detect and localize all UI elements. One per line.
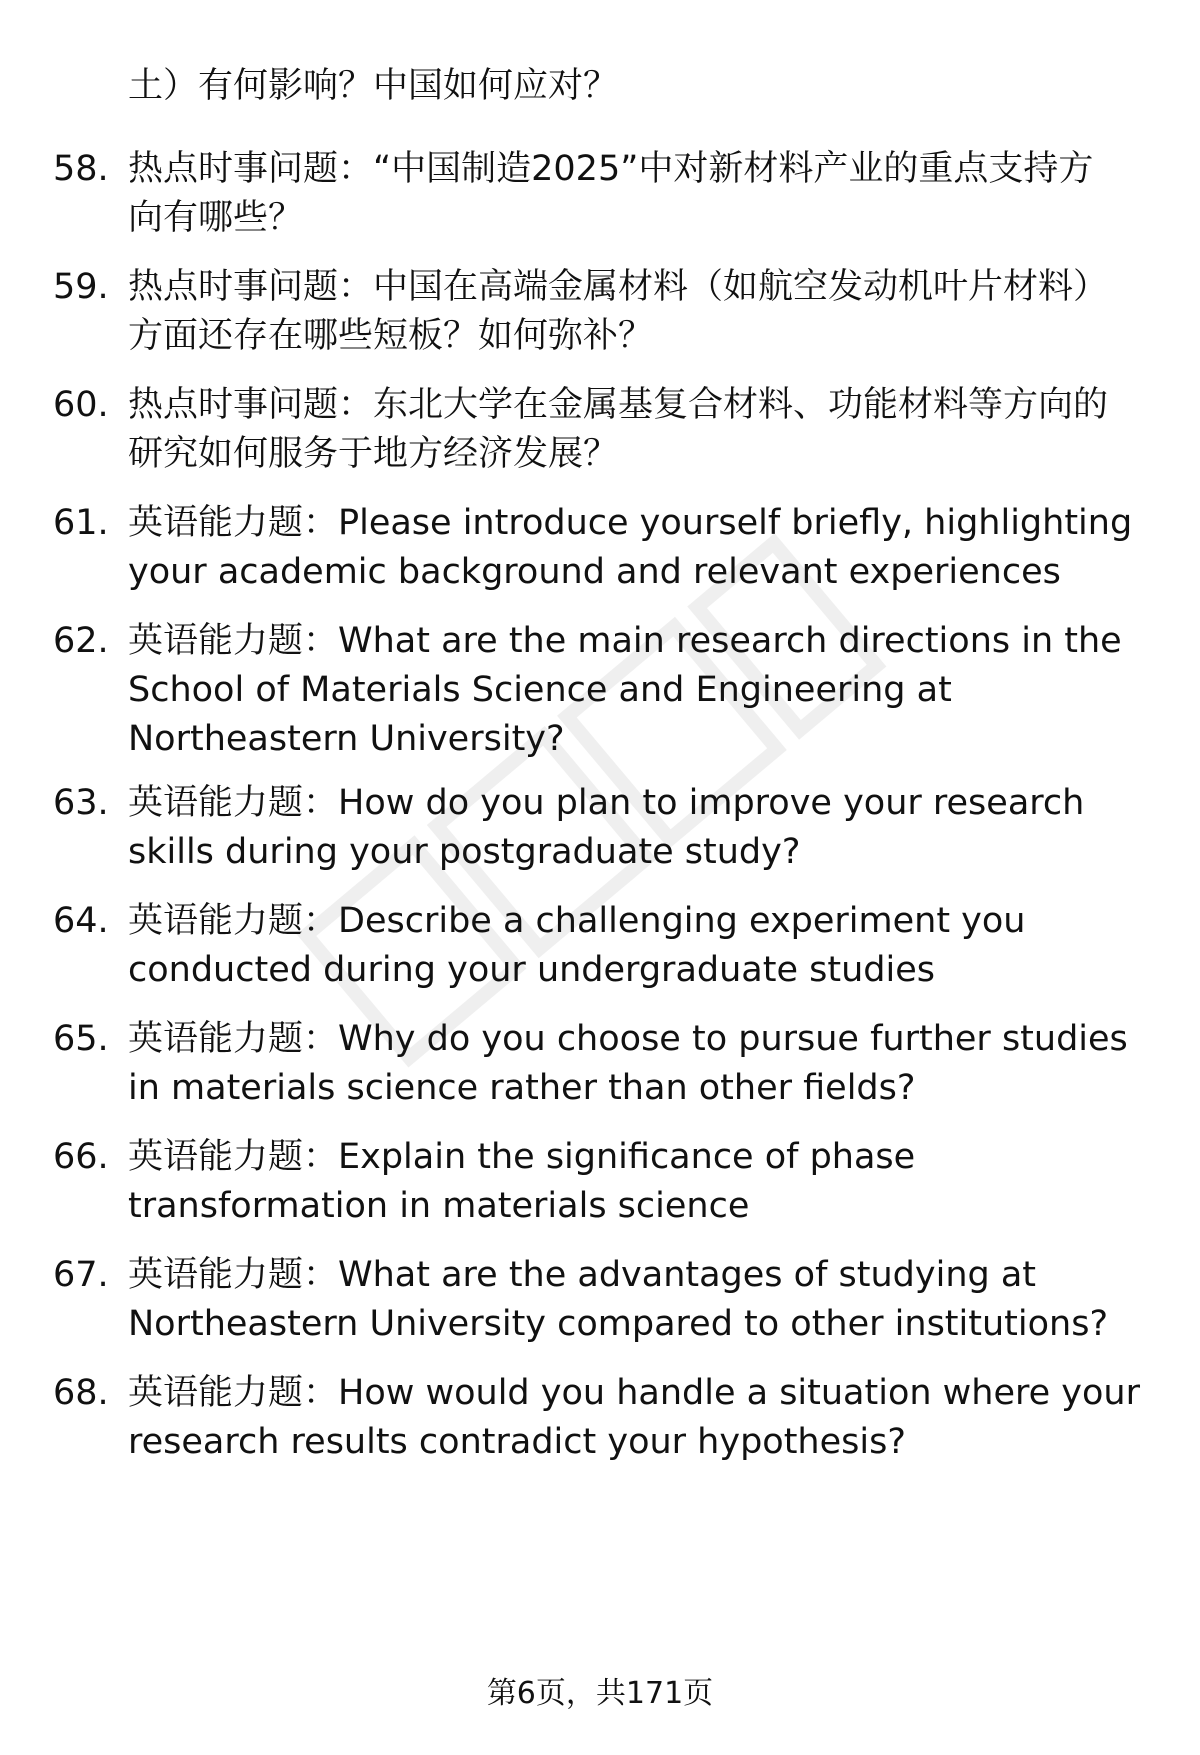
question-text-line: 英语能力题：How would you handle a situation where your xyxy=(128,1373,1140,1413)
question-text-line: 热点时事问题：“中国制造2025”中对新材料产业的重点支持方 xyxy=(128,149,1094,189)
question-number: 67. xyxy=(53,1255,109,1295)
question-text-line: research results contradict your hypothesis? xyxy=(128,1422,906,1462)
question-number: 63. xyxy=(53,783,109,823)
question-text xyxy=(128,499,1158,597)
question-text xyxy=(128,263,1158,361)
question-number: 65. xyxy=(53,1019,109,1059)
continuation-line: 土）有何影响？中国如何应对？ xyxy=(128,66,619,106)
question-text xyxy=(128,617,1158,764)
question-text-line: 英语能力题：What are the main research directions in the xyxy=(128,621,1122,661)
question-text-line: 热点时事问题：中国在高端金属材料（如航空发动机叶片材料） xyxy=(128,267,1109,307)
question-text xyxy=(128,1251,1158,1349)
question-number: 61. xyxy=(53,503,109,543)
question-text-line: your academic background and relevant experiences xyxy=(128,552,1061,592)
question-text-line: 向有哪些？ xyxy=(128,198,304,238)
question-text xyxy=(128,897,1158,995)
question-number: 60. xyxy=(53,385,109,425)
question-text xyxy=(128,381,1158,479)
question-text-line: 方面还存在哪些短板？如何弥补？ xyxy=(128,316,654,356)
question-text-line: conducted during your undergraduate studies xyxy=(128,950,935,990)
question-text-line: 英语能力题：Please introduce yourself briefly, highlighting xyxy=(128,503,1133,543)
question-number: 58. xyxy=(53,149,109,189)
question-text xyxy=(128,1015,1158,1113)
question-text-line: skills during your postgraduate study? xyxy=(128,832,801,872)
question-text-line: 研究如何服务于地方经济发展？ xyxy=(128,434,619,474)
question-text-line: 英语能力题：What are the advantages of studying at xyxy=(128,1255,1037,1295)
page-footer: 第6页，共171页 xyxy=(486,1676,714,1711)
question-number: 64. xyxy=(53,901,109,941)
question-text-line: 英语能力题：How do you plan to improve your research xyxy=(128,783,1085,823)
question-text-line: School of Materials Science and Engineering at xyxy=(128,670,952,710)
question-text xyxy=(128,145,1158,243)
question-text-line: transformation in materials science xyxy=(128,1186,750,1226)
question-text xyxy=(128,779,1158,877)
question-text-line: 热点时事问题：东北大学在金属基复合材料、功能材料等方向的 xyxy=(128,385,1109,425)
question-number: 62. xyxy=(53,621,109,661)
question-text-line: Northeastern University compared to other institutions? xyxy=(128,1304,1109,1344)
question-text-line: in materials science rather than other fields? xyxy=(128,1068,916,1108)
question-text xyxy=(128,1369,1158,1467)
question-text-line: 英语能力题：Why do you choose to pursue further studies xyxy=(128,1019,1128,1059)
question-text xyxy=(128,1133,1158,1231)
question-number: 59. xyxy=(53,267,109,307)
question-number: 66. xyxy=(53,1137,109,1177)
question-text-line: Northeastern University? xyxy=(128,719,565,759)
question-number: 68. xyxy=(53,1373,109,1413)
question-text-line: 英语能力题：Describe a challenging experiment you xyxy=(128,901,1026,941)
question-text-line: 英语能力题：Explain the significance of phase xyxy=(128,1137,916,1177)
